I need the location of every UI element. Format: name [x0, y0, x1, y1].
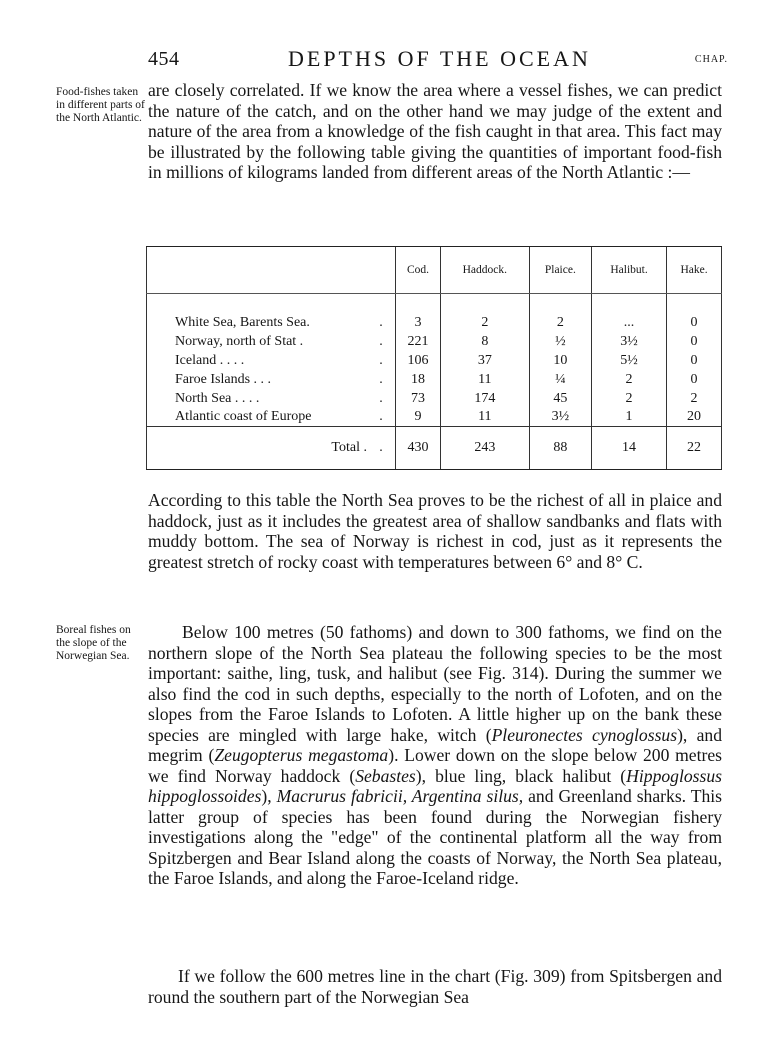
table-header-plaice: Plaice.: [529, 247, 591, 294]
table-header-halibut: Halibut.: [592, 247, 667, 294]
table-row: [147, 370, 722, 389]
row-dots: .: [379, 314, 383, 330]
running-head: DEPTHS OF THE OCEAN: [288, 46, 591, 71]
row-area: Faroe Islands . . .: [147, 370, 368, 389]
row-dots: .: [379, 409, 383, 425]
scientific-name: Hippoglossus hippoglossoides: [148, 765, 722, 806]
scientific-name: Pleuronectes cynoglossus: [491, 724, 678, 745]
cell-hake: 0: [667, 294, 722, 333]
text-segment: ), and megrim (: [148, 724, 722, 765]
cell-hake: 0: [667, 351, 722, 370]
table-header-dots: [367, 247, 396, 294]
row-area: Iceland . . . .: [147, 351, 368, 370]
page-header: [148, 44, 728, 78]
cell-cod: 18: [396, 370, 441, 389]
total-hake: 22: [667, 427, 722, 469]
table-row: [147, 294, 722, 333]
text-segment: ), blue ling, black halibut (: [415, 765, 627, 786]
table-total-row: [147, 427, 722, 469]
table-row: [147, 351, 722, 370]
cell-halibut: 2: [592, 389, 667, 408]
cell-halibut: 1: [592, 407, 667, 426]
row-area: White Sea, Barents Sea.: [147, 294, 368, 333]
paragraph-boreal-fishes: [148, 622, 722, 889]
cell-cod: 3: [396, 294, 441, 333]
table-row: [147, 407, 722, 426]
cell-halibut: 5½: [592, 351, 667, 370]
row-dots: .: [379, 334, 383, 350]
table-row: [147, 333, 722, 352]
row-dots: .: [379, 390, 383, 406]
table-row: [147, 389, 722, 408]
cell-haddock: 174: [441, 389, 530, 408]
total-halibut: 14: [592, 427, 667, 469]
table-header-haddock: Haddock.: [441, 247, 530, 294]
cell-plaice: 45: [529, 389, 591, 408]
margin-note-food-fishes: Food-fishes taken in different parts of the North Atlantic.: [56, 86, 145, 124]
cell-plaice: ¼: [529, 370, 591, 389]
paragraph-north-sea: According to this table the North Sea proves to be the richest of all in plaice and haddock, just as it includes the greatest area of shallow sandbanks and flats with muddy bottom. The sea of Norway is richest in cod, just as it represents the greatest stretch of rocky coast with temperatures between 6° and 8° C.: [148, 490, 722, 572]
text-segment: ),: [261, 786, 277, 806]
cell-plaice: 10: [529, 351, 591, 370]
cell-halibut: 2: [592, 370, 667, 389]
scientific-name: Zeugopterus megastoma: [214, 745, 389, 765]
table-header-row: [147, 247, 722, 294]
cell-haddock: 2: [441, 294, 530, 333]
cell-haddock: 37: [441, 351, 530, 370]
cell-plaice: 3½: [529, 407, 591, 426]
cell-haddock: 11: [441, 370, 530, 389]
row-area: Atlantic coast of Europe: [147, 407, 368, 426]
row-dots: .: [379, 353, 383, 369]
cell-cod: 73: [396, 389, 441, 408]
scientific-name: Macrurus fabricii, Argentina silus,: [276, 786, 524, 806]
page-number: 454: [148, 48, 180, 70]
cell-hake: 2: [667, 389, 722, 408]
cell-plaice: 2: [529, 294, 591, 333]
table-header-area: [147, 247, 368, 294]
cell-hake: 0: [667, 333, 722, 352]
cell-halibut: ...: [592, 294, 667, 333]
paragraph-intro: are closely correlated. If we know the area where a vessel fishes, we can predict the nature of the catch, and on the other hand we may judge of the extent and nature of the area from a knowledge of the fish caught in that area. This fact may be illustrated by the following table giving the quantities of important food-fish in millions of kilograms landed from different areas of the North Atlantic :—: [148, 80, 722, 182]
total-cod: 430: [396, 427, 441, 469]
row-dots: .: [379, 371, 383, 387]
cell-plaice: ½: [529, 333, 591, 352]
chapter-abbrev: CHAP.: [694, 54, 728, 65]
text-segment: Below 100 metres (50 fathoms) and down to 300 fathoms, we find on the northern slope of the North Sea plateau the following species to be the most important: saithe, ling, tusk, and halibut (see Fig. 314). During the summer we also find the cod in such depths, especially to the north of Lofoten, and on the slopes from the Faroe Islands to Lofoten. A little higher up on the bank these species are mingled with large hake, witch (: [148, 622, 722, 745]
cell-hake: 0: [667, 370, 722, 389]
cell-cod: 221: [396, 333, 441, 352]
text-segment: and Greenland sharks. This latter group of species has been found during the Norwegian fishery investigations along the "edge" of the continental platform all the way from Spitzbergen and Bear Island along the coasts of Norway, the North Sea plateau, the Faroe Islands, and along the Faroe-Iceland ridge.: [148, 786, 722, 888]
total-dots: .: [367, 427, 396, 469]
total-plaice: 88: [529, 427, 591, 469]
cell-cod: 106: [396, 351, 441, 370]
cell-cod: 9: [396, 407, 441, 426]
total-haddock: 243: [441, 427, 530, 469]
cell-haddock: 11: [441, 407, 530, 426]
food-fish-table: [146, 246, 722, 470]
table-header-cod: Cod.: [396, 247, 441, 294]
row-area: Norway, north of Stat .: [147, 333, 368, 352]
table-header-hake: Hake.: [667, 247, 722, 294]
total-label: Total .: [147, 427, 368, 469]
text-segment: ). Lower down on the slope below 200 metres we find Norway haddock (: [148, 745, 723, 786]
paragraph-600-metres: If we follow the 600 metres line in the chart (Fig. 309) from Spitsbergen and round the southern part of the Norwegian Sea: [148, 966, 722, 1007]
cell-halibut: 3½: [592, 333, 667, 352]
margin-note-boreal-fishes: Boreal fishes on the slope of the Norwegian Sea.: [56, 624, 131, 662]
row-area: North Sea . . . .: [147, 389, 368, 408]
cell-haddock: 8: [441, 333, 530, 352]
cell-hake: 20: [667, 407, 722, 426]
scientific-name: Sebastes: [355, 765, 416, 786]
